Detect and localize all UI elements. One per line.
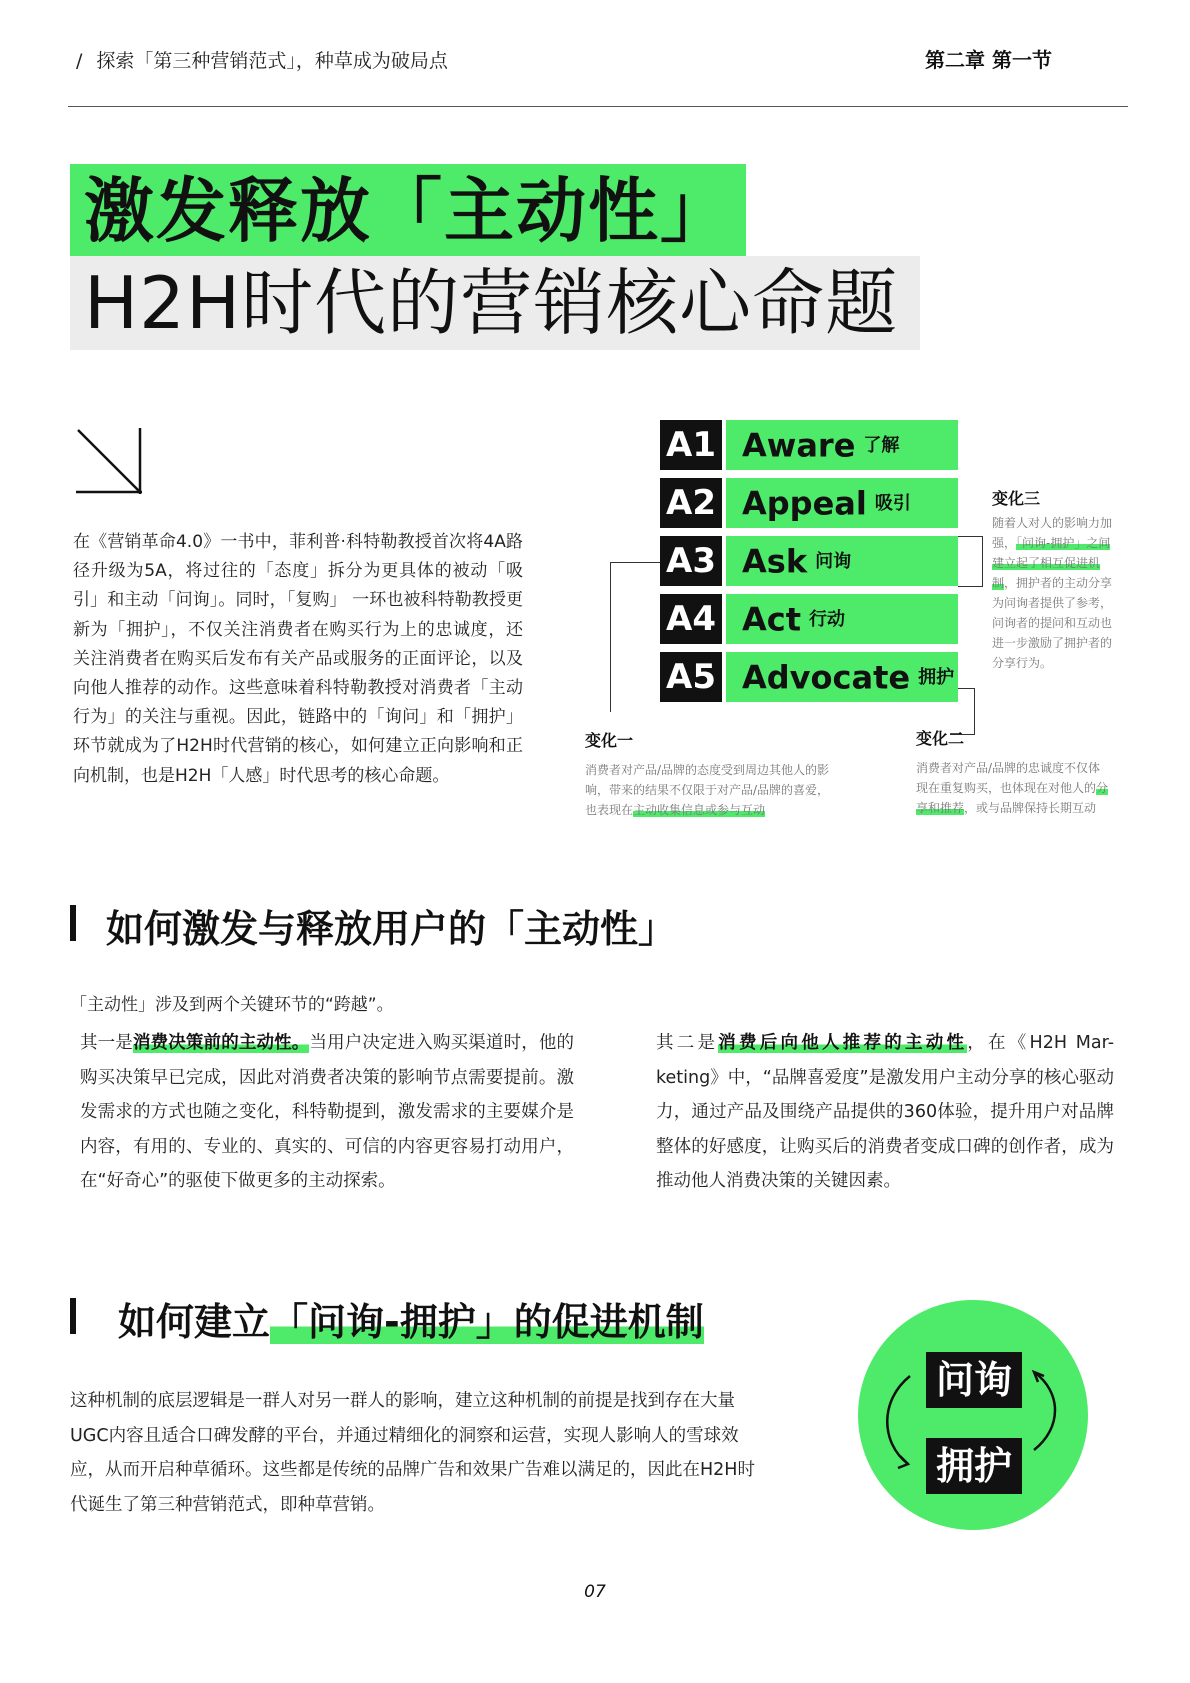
a1-bar [726, 420, 958, 470]
a2-code: A2 [660, 478, 722, 528]
change1-text [585, 760, 830, 820]
arrow-down-right-icon [76, 428, 144, 496]
a1-en: Aware [742, 426, 856, 465]
col1-rest: 当用户决定进入购买渠道时，他的购买决策早已完成，因此对消费者决策的影响节点需要提前。激发需求的方式也随之变化，科特勒提到，激发需求的主要媒介是内容，有用的、专业的、真实的、可信的内容更容易打动用户，在“好奇心”的驱使下做更多的主动探索。 [80, 1033, 575, 1191]
section2-title-prefix: 如何建立 [118, 1300, 271, 1344]
col1-prefix: 其一是 [80, 1033, 133, 1053]
a3-en: Ask [742, 542, 808, 581]
a4-code: A4 [660, 594, 722, 644]
change1-title: 变化一 [585, 731, 634, 750]
change1-text-a: 消费者对产品/品牌的态度受到周边其他人的影响，带来的结果不仅限于对产品/品牌的喜爱，也表现在 [585, 763, 830, 817]
connector-a3-horizontal [610, 562, 660, 563]
header-divider [68, 106, 1128, 107]
change3-text [992, 513, 1114, 673]
change3-text-highlight: 「问询-拥护」之间建立起了相互促进机制 [992, 536, 1111, 590]
a3-bar [726, 536, 958, 586]
section2-body: 这种机制的底层逻辑是一群人对另一群人的影响，建立这种机制的前提是找到存在大量UGC内容且适合口碑发酵的平台，并通过精细化的洞察和运营，实现人影响人的雪球效应，从而开启种草循环。这些都是传统的品牌广告和效果广告难以满足的，因此在H2H时代诞生了第三种营销范式，即种草营销。 [70, 1391, 755, 1515]
five-a-row-a5 [660, 652, 958, 702]
a1-code: A1 [660, 420, 722, 470]
change1-text-highlight: 主动收集信息或参与互动 [633, 803, 766, 817]
col2-rest: ，在《H2H Mar-keting》中，“品牌喜爱度”是激发用户主动分享的核心驱动力，通过产品及围绕产品提供的360体验，提升用户对品牌整体的好感度，让购买后的消费者变成口碑的创作者，成为推动他人消费决策的关键因素。 [656, 1033, 1115, 1191]
change3-text-a: 随着人对人的影响力加强， [992, 516, 1113, 550]
header-breadcrumb [76, 46, 448, 73]
ask-advocate-cycle [858, 1300, 1088, 1530]
main-title-line1: 激发释放「主动性」 [70, 164, 746, 258]
change2-text-highlight: 分享和推荐 [916, 781, 1109, 815]
five-a-row-a3 [660, 536, 958, 586]
breadcrumb-text: 探索「第三种营销范式」，种草成为破局点 [96, 50, 448, 72]
a4-bar [726, 594, 958, 644]
section1-lead: 「主动性」涉及到两个关键环节的“跨越”。 [70, 995, 394, 1015]
section1-col2 [656, 1026, 1114, 1199]
a2-bar [726, 478, 958, 528]
main-title-line2: H2H时代的营销核心命题 [70, 256, 920, 350]
change2-text [916, 758, 1112, 818]
col1-highlight: 消费决策前的主动性。 [132, 1033, 310, 1053]
circle-ask-label: 问询 [926, 1352, 1022, 1408]
a4-zh: 行动 [809, 608, 846, 630]
section2-marker [70, 1298, 76, 1334]
a3-code: A3 [660, 536, 722, 586]
page-number: 07 [584, 1582, 606, 1602]
change2-text-b: ，或与品牌保持长期互动 [964, 801, 1097, 815]
a4-en: Act [742, 600, 802, 639]
col2-prefix: 其二是 [656, 1033, 719, 1053]
section1-marker [70, 905, 76, 941]
intro-paragraph: 在《营销革命4.0》一书中，菲利普·科特勒教授首次将4A路径升级为5A，将过往的「态度」拆分为更具体的被动「吸引」和主动「问询」。同时，「复购」 一环也被科特勒教授更新为「拥护」，不仅关注消费者在购买行为上的忠诚度，还关注消费者在购买后发布有关产品或服务的正面评论，以及向他人推荐的动作。这些意味着科特勒教授对消费者「主动行为」的关注与重视。因此，链路中的「询问」和「拥护」环节就成为了H2H时代营销的核心，如何建立正向影响和正向机制，也是H2H「人感」时代思考的核心命题。 [73, 532, 523, 786]
change2-title: 变化二 [916, 729, 965, 748]
circle-advocate-label: 拥护 [926, 1438, 1022, 1494]
a1-zh: 了解 [863, 434, 900, 456]
connector-a3-right-top [958, 536, 982, 537]
section2-title-highlight: 「问询-拥护」的促进机制 [270, 1300, 704, 1344]
cycle-arrows-icon [858, 1300, 1088, 1530]
section1-col1 [80, 1026, 574, 1199]
a5-code: A5 [660, 652, 722, 702]
connector-change1-vertical [610, 562, 611, 712]
change3-title: 变化三 [992, 489, 1041, 508]
connector-a3-right-bottom [958, 586, 982, 587]
change2-text-a: 消费者对产品/品牌的忠诚度不仅体现在重复购买，也体现在对他人的 [916, 761, 1101, 795]
connector-a5-right [958, 688, 974, 689]
a5-zh: 拥护 [918, 666, 955, 688]
five-a-row-a2 [660, 478, 958, 528]
five-a-row-a1 [660, 420, 958, 470]
col2-highlight: 消费后向他人推荐的主动性 [718, 1033, 968, 1053]
a2-en: Appeal [742, 484, 867, 523]
connector-change2-vertical [974, 688, 975, 734]
connector-change3-bracket [982, 536, 983, 587]
a5-bar [726, 652, 958, 702]
change3-text-b: ，拥护者的主动分享为问询者提供了参考，问询者的提问和互动也进一步激励了拥护者的分享行为。 [992, 576, 1113, 670]
a2-zh: 吸引 [874, 492, 911, 514]
section1-title: 如何激发与释放用户的「主动性」 [106, 907, 677, 951]
five-a-row-a4 [660, 594, 958, 644]
header-slash: / [76, 50, 83, 72]
chapter-label: 第二章 第一节 [925, 48, 1052, 72]
a3-zh: 问询 [815, 550, 852, 572]
section2-title [118, 1291, 704, 1346]
a5-en: Advocate [742, 658, 911, 697]
